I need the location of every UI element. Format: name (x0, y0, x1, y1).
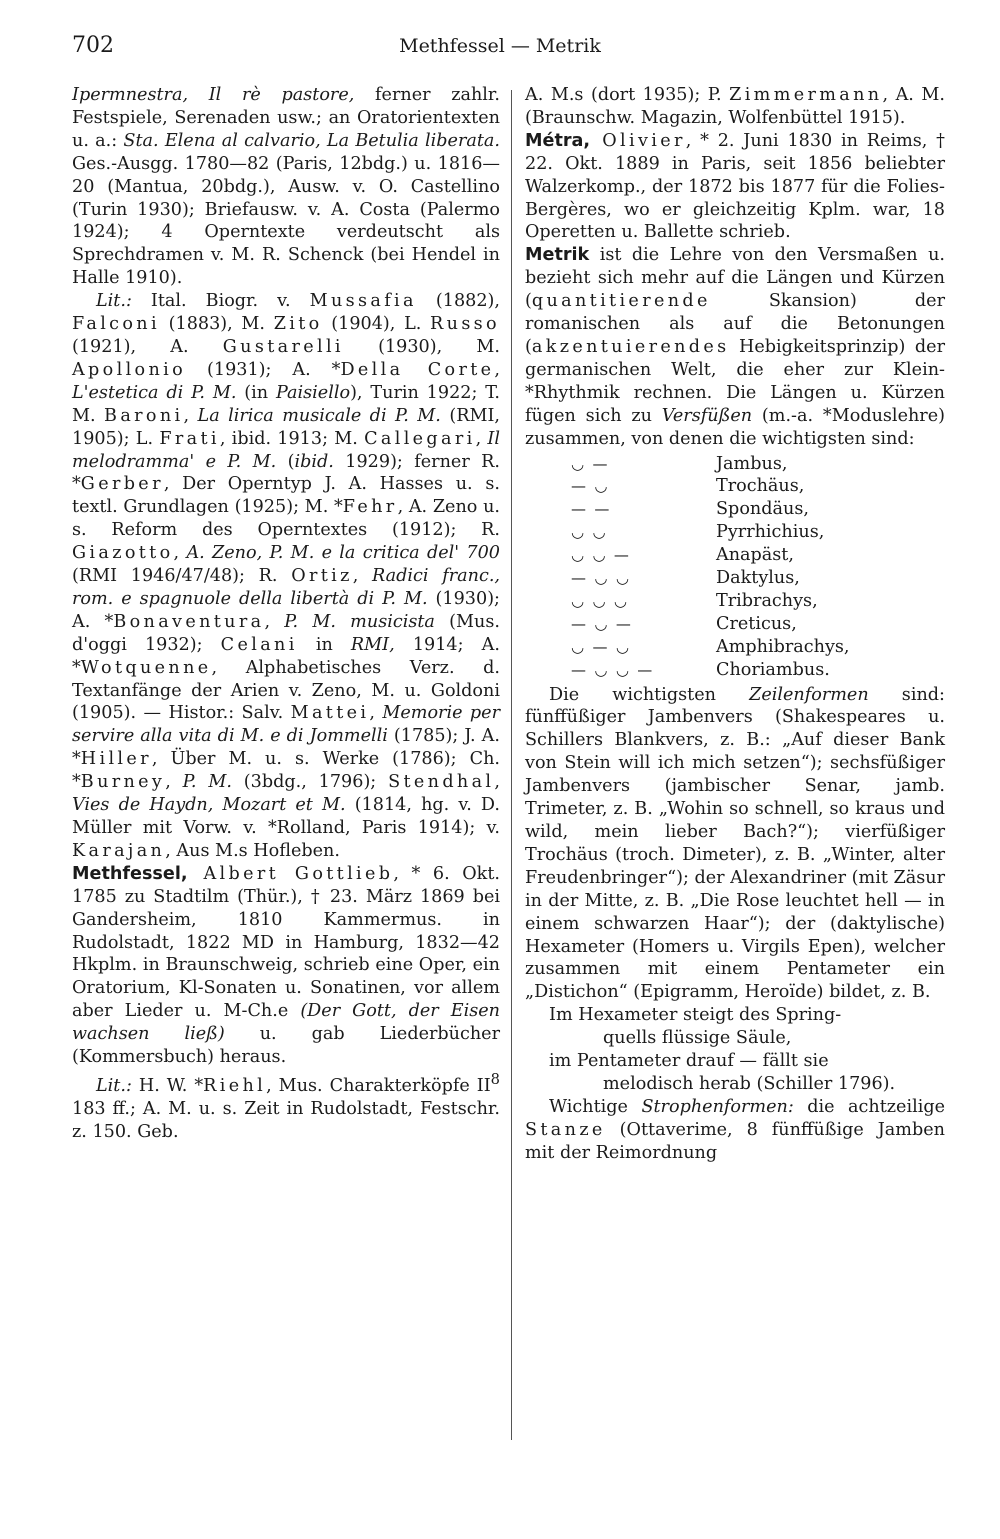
headword: Methfessel, (72, 863, 188, 884)
metre-pattern: — ◡ (571, 477, 610, 496)
text: (RMI, 1905); L. (72, 405, 501, 449)
text: ist die Lehre von den Versmaßen u. bezieht sich mehr auf die Längen und Kürzen ( (525, 245, 945, 312)
text: Ital. Biogr. v. (131, 291, 310, 312)
author-name: Fehr (342, 497, 398, 518)
author-name: Zito (273, 314, 323, 335)
given-name: Olivier (590, 130, 686, 151)
metre-pattern: ◡ — (571, 454, 610, 473)
title-text: Vies de Haydn, Mozart et M. (72, 795, 346, 816)
lit-label: Lit.: (96, 291, 132, 312)
author-name: Zimmermann (729, 85, 883, 105)
text: Ipermnestra, Il rè pastore, (72, 85, 355, 105)
text: Die wichtigsten (549, 684, 750, 705)
paragraph-stanza-forms (525, 1096, 945, 1165)
text: 1929); ferner R. * (72, 451, 500, 495)
author-name: Celani (220, 634, 298, 655)
text: , Aus M.s Hofleben. (165, 840, 340, 861)
lit-label: Lit.: (96, 1075, 132, 1096)
column-divider (511, 90, 512, 1440)
text: , ibid. 1913; M. (219, 428, 365, 449)
title-text: ibid. (294, 451, 334, 472)
metre-name: Amphibrachys, (716, 636, 850, 657)
text: Hebigkeitsprinzip) der germanischen Welt, die eher zur Klein-*Rhythmik rechnen. Die Längen u. Kürzen fügen sich zu (525, 336, 945, 426)
author-name: Mattei (290, 703, 370, 724)
running-head: Methfessel — Metrik (399, 35, 601, 57)
text: (1814, hg. v. D. Müller mit Vorw. v. *Rolland, Paris 1914); v. (72, 795, 500, 838)
metre-row (525, 567, 945, 590)
author-name: Karajan (72, 840, 166, 861)
author-name: Stendhal (388, 772, 495, 793)
title-text: La lirica musicale di P. M. (197, 405, 441, 426)
text: ( (276, 451, 295, 472)
metre-row (525, 636, 945, 659)
text: , Alphabetisches Verz. d. Textanfänge der Arien v. Zeno, M. u. Goldoni (1905). — Histor.: Salv. (72, 657, 500, 724)
title-text: Radici franc., rom. e spagnuole della libertà di P. M. (72, 566, 501, 609)
metre-pattern: — ◡ ◡ — (571, 660, 655, 679)
title-text: Memorie per servire alla vita di M. e di Jommelli (72, 703, 500, 747)
spaced-term: quantitierende (531, 291, 711, 312)
text: , (475, 428, 488, 449)
text: , (352, 566, 373, 587)
text: A. M.s (dort 1935); P. (525, 85, 730, 105)
text: ), Turin 1922; T. M. (72, 382, 500, 426)
paragraph-metastasio-literature (72, 290, 500, 863)
author-name: Gustarelli (222, 336, 344, 357)
italic-term: Versfüßen (661, 405, 753, 426)
metrical-feet-table (525, 453, 945, 682)
metre-pattern: ◡ ◡ ◡ (571, 591, 629, 610)
title-text: A. Zeno, P. M. e la critica del' 700 (186, 543, 500, 564)
metre-row (525, 544, 945, 567)
author-name: Apollonio (72, 359, 187, 380)
text: (1785); J. A. * (72, 726, 500, 770)
metre-pattern: ◡ ◡ (571, 523, 608, 542)
text: , (369, 703, 383, 724)
paragraph-methfessel-literature (72, 1069, 500, 1144)
title-text: Il melodramma' e P. M. (72, 428, 500, 472)
metre-name: Daktylus, (716, 568, 800, 589)
text: Ges.-Ausgg. 1780—82 (Paris, 12bdg.) u. 1816—20 (Mantua, 20bdg.), Ausw. v. O. Castellino (Turin 1930); Briefausw. v. A. Costa (Palermo 1924); 4 Operntexte verdeutscht als Sprechdramen v. M. R. Schenck (bei Hendel in Halle 1910). (72, 153, 500, 289)
text: (1921), A. (72, 336, 223, 357)
text: (in (236, 382, 276, 403)
text: , Der Operntyp J. A. Hasses u. s. textl. Grundlagen (1925); M. * (72, 474, 500, 518)
superscript: 8 (490, 1070, 500, 1088)
italic-term: Strophenformen: (641, 1096, 794, 1117)
verse-line: Im Hexameter steigt des Spring- (549, 1005, 842, 1026)
entry-methfessel (72, 863, 500, 1069)
text: (RMI 1946/47/48); R. (72, 566, 292, 587)
text: in (297, 634, 351, 655)
metre-row (525, 659, 945, 682)
text: , (165, 772, 183, 793)
text: (m.-a. *Moduslehre) zusammen, von denen die wichtigsten sind: (525, 405, 945, 449)
metre-pattern: ◡ — ◡ (571, 637, 631, 656)
author-name: Hiller (80, 749, 152, 770)
text: , A. M. (Braunschw. Magazin, Wolfenbüttel 1915). (525, 85, 945, 128)
text: (Mus. d'oggi 1932); (72, 611, 500, 655)
text: (1930); A. * (72, 588, 500, 632)
text: , (183, 405, 198, 426)
headword: Métra, (525, 130, 591, 151)
author-name: Callegari (364, 428, 476, 449)
text: (1904), L. (322, 314, 431, 335)
metre-row (525, 613, 945, 636)
author-name: Della Corte (340, 359, 495, 380)
text: , * 2. Juni 1830 in Reims, † 22. Okt. 1889 in Paris, seit 1856 beliebter Walzerkomp., der 1872 bis 1877 für die Folies-Bergères, wo er gleichzeitig Kplm. war, 18 Operetten u. Ballette schrieb. (525, 130, 945, 243)
title-text: RMI, (350, 634, 395, 655)
text: , A. Zeno u. s. Reform des Operntextes (1912); R. (72, 497, 500, 541)
text: 183 ff.; A. M. u. s. Zeit in Rudolstadt, Festschr. z. 150. Geb. (72, 1098, 500, 1142)
author-name: Ortiz (291, 566, 353, 587)
verse-line: im Pentameter drauf — fällt sie (549, 1051, 829, 1072)
metre-row (525, 521, 945, 544)
text: (1931); A. * (186, 359, 341, 380)
metre-pattern: — ◡ — (571, 614, 633, 633)
metre-pattern: — ◡ ◡ (571, 569, 631, 588)
text: Wichtige (549, 1096, 642, 1117)
paragraph-methfessel-continued (525, 84, 945, 130)
author-name: Giazotto (72, 543, 174, 564)
text: (Ottaverime, 8 fünffüßige Jamben mit der Reimordnung (525, 1119, 945, 1163)
paragraph-metastasio-works (72, 84, 500, 290)
metre-row (525, 498, 945, 521)
metre-row (525, 475, 945, 498)
text: ferner zahlr. Festspiele, Serenaden usw.; an Oratorientexten u. a.: (72, 85, 500, 151)
author-name: Gerber (80, 474, 164, 495)
distichon-example (525, 1004, 945, 1096)
text: (1882), (416, 291, 500, 312)
title-text: P. M. (182, 772, 232, 793)
author-name: Falconi (72, 314, 160, 335)
left-column (72, 84, 500, 1144)
author-name: Mussafia (309, 291, 417, 312)
text: die achtzeilige (793, 1096, 945, 1117)
text: , Über M. u. s. Werke (1786); Ch. * (72, 749, 500, 793)
text: H. W. * (131, 1075, 204, 1096)
italic-term: Zeilenformen (749, 684, 869, 705)
given-name: Albert Gottlieb (187, 863, 394, 884)
text: u. gab Liederbücher (Kommersbuch) heraus. (72, 1024, 501, 1068)
text: , (264, 611, 285, 632)
metre-row (525, 453, 945, 476)
text: Sta. Elena al calvario, La Betulia liberata. (123, 130, 501, 151)
text: Skansion) der romanischen als auf die Betonungen ( (525, 291, 945, 357)
text: , Mus. Charakterköpfe II (266, 1075, 491, 1096)
spaced-term: Stanze (525, 1119, 606, 1140)
author-name: Bonaventura (113, 611, 265, 632)
metre-pattern: ◡ ◡ — (571, 546, 631, 565)
verse-line: melodisch herab (Schiller 1796). (603, 1073, 896, 1094)
paragraph-line-forms (525, 684, 945, 1005)
title-text: L'estetica di P. M. (72, 382, 237, 403)
text: , (173, 543, 187, 564)
text: 1914; A. * (72, 634, 500, 678)
text: (1930), M. (343, 336, 500, 357)
author-name: Russo (430, 314, 500, 335)
author-name: Baroni (104, 405, 184, 426)
metre-name: Choriambus. (716, 659, 830, 680)
title-text: P. M. musicista (284, 611, 435, 632)
right-column (525, 84, 945, 1165)
text: , * 6. Okt. 1785 zu Stadtilm (Thür.), † 23. März 1869 bei Gandersheim, 1810 Kammermus. in Rudolstadt, 1822 MD in Hamburg, 1832—42 Hkplm. in Braunschweig, schrieb eine Oper, ein Oratorium, Kl-Sonaten u. Sonatinen, vor allem aber Lieder u. M-Ch.e (72, 863, 500, 1022)
text: , (494, 359, 500, 380)
verse-line: quells flüssige Säule, (603, 1028, 792, 1049)
metre-name: Tribrachys, (716, 590, 818, 611)
entry-metra (525, 130, 945, 245)
metre-name: Pyrrhichius, (716, 522, 825, 543)
spaced-term: akzentuierendes (531, 336, 730, 357)
entry-metrik (525, 244, 945, 450)
page-number: 702 (72, 33, 114, 58)
metre-row (525, 590, 945, 613)
text: (3bdg., 1796); (231, 772, 389, 793)
author-name: Wotquenne (80, 657, 212, 678)
metre-name: Anapäst, (716, 545, 794, 566)
author-name: Riehl (203, 1075, 267, 1096)
metre-name: Spondäus, (716, 499, 809, 520)
text: , (494, 772, 500, 793)
text: (1883), M. (159, 314, 274, 335)
headword: Metrik (525, 245, 590, 266)
author-name: Burney (80, 772, 166, 793)
metre-name: Creticus, (716, 613, 797, 634)
title-text: Paisiello (275, 382, 351, 403)
metre-name: Jambus, (716, 453, 788, 474)
metre-pattern: — — (571, 500, 612, 519)
text: sind: fünffüßiger Jambenvers (Shakespeares u. Schillers Blankvers, z. B.: „Auf dieser Bank von Stein will ich mich setzen“); sechsfüßiger Jambenvers (jambischer Senar, jamb. Trimeter, z. B. „Wohin so schnell, so kraus und wild, mein lieber Bach?“); vierfüßiger Trochäus (troch. Dimeter), z. B. „Winter, alter Freudenbringer“); der Alexandriner (mit Zäsur in der Mitte, z. B. „Die Rose leuchtet hell — in einem schwarzen Haar“); der (daktylische) Hexameter (Homers u. Virgils Epen), welcher zusammen mit einem Pentameter ein „Distichon“ (Epigramm, Heroïde) bildet, z. B. (525, 684, 945, 1003)
metre-name: Trochäus, (716, 476, 805, 497)
title-text: (Der Gott, der Eisen wachsen ließ) (72, 1001, 500, 1045)
author-name: Frati (159, 428, 220, 449)
